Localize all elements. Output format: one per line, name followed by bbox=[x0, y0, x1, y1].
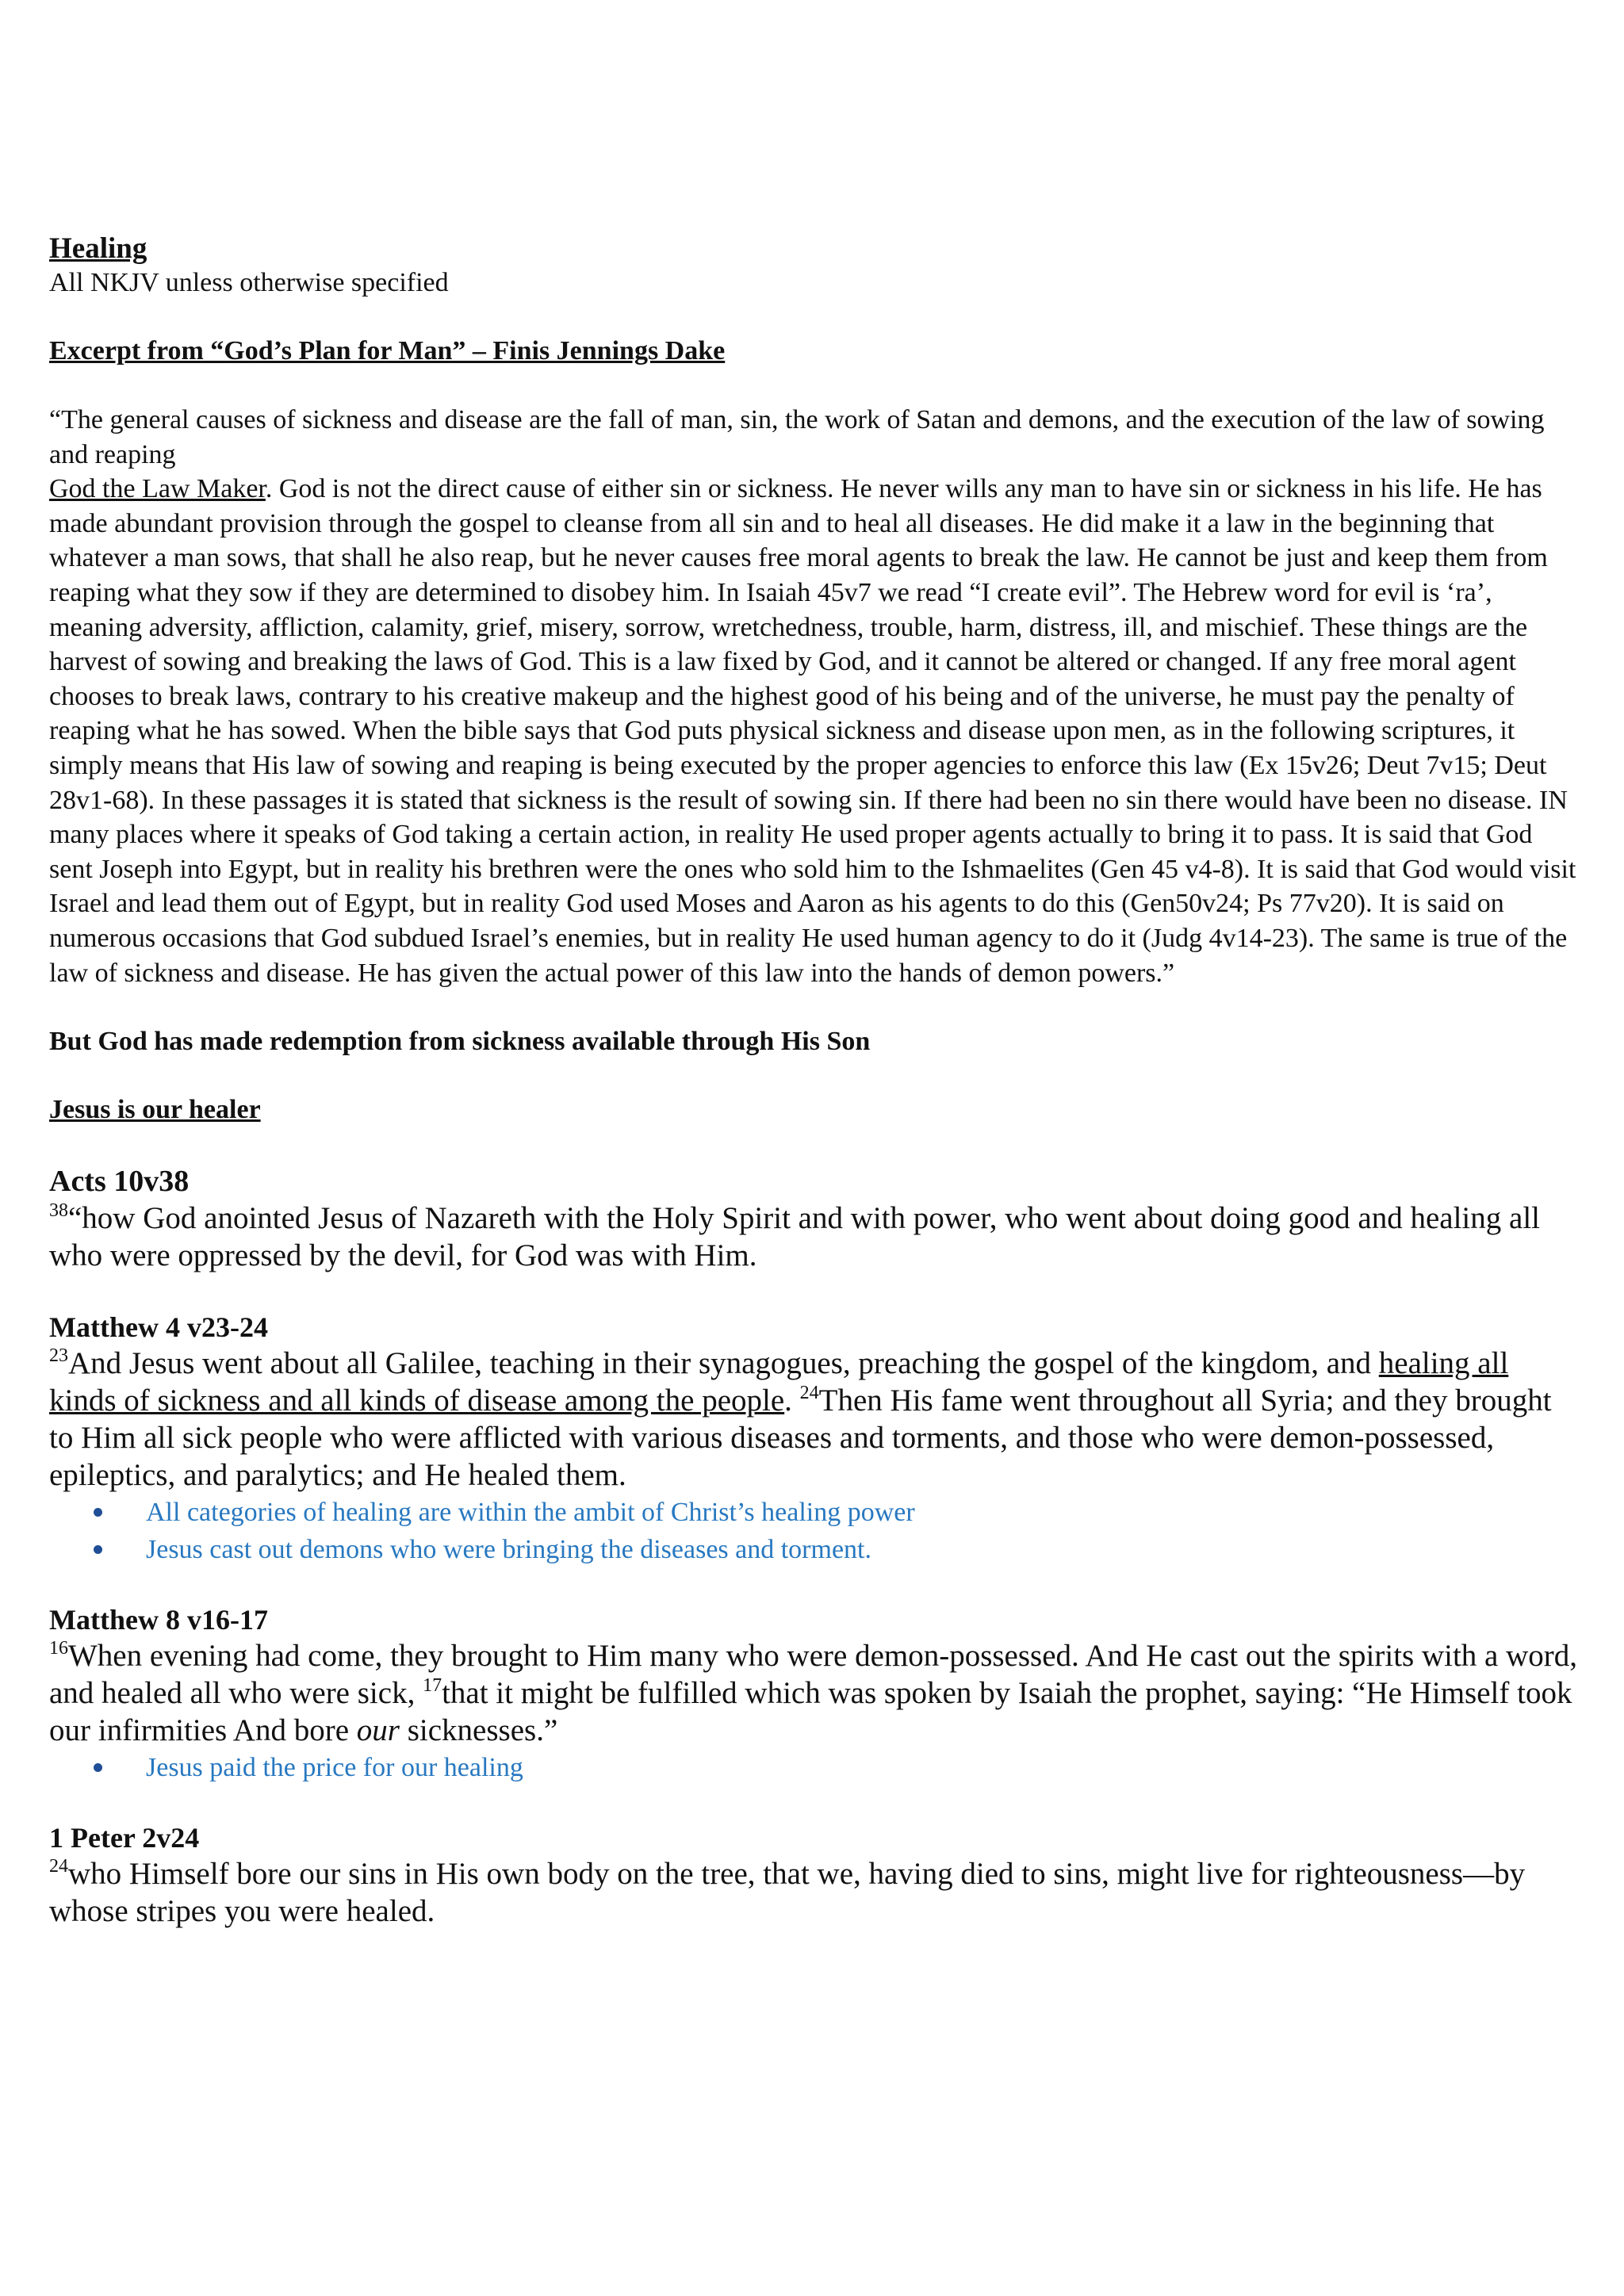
verse-number: 24 bbox=[799, 1383, 819, 1404]
excerpt-body: . God is not the direct cause of either sin or sickness. He never wills any man to have sin or sickness in his life. He has made abundant provision through the gospel to cleanse from all sin and to heal all diseases. He did make it a law in the beginning that whatever a man sows, that shall he also reap, but he never causes free moral agents to break the law. He cannot be just and keep them from reaping what they sow if they are determined to disobey him. In Isaiah 45v7 we read “I create evil”. The Hebrew word for evil is ‘ra’, meaning adversity, affliction, calamity, grief, misery, sorrow, wretchedness, trouble, harm, distress, ill, and mischief. These things are the harvest of sowing and breaking the laws of God. This is a law fixed by God, and it cannot be altered or changed. If any free moral agent chooses to break laws, contrary to his creative makeup and the highest good of his being and of the universe, he must pay the penalty of reaping what he has sowed. When the bible says that God puts physical sickness and disease upon men, as in the following scriptures, it simply means that His law of sowing and reaping is being executed by the proper agencies to enforce this law (Ex 15v26; Deut 7v15; Deut 28v1-68). In these passages it is stated that sickness is the result of sowing sin. If there had been no sin there would have been no disease. IN many places where it speaks of God taking a certain action, in reality He used proper agents actually to bring it to pass. It is said that God sent Joseph into Egypt, but in reality his brethren were the ones who sold him to the Ishmaelites (Gen 45 v4-8). It is said that God would visit Israel and lead them out of Egypt, but in reality God used Moses and Aaron as his agents to do this (Gen50v24; Ps 77v20). It is said on numerous occasions that God subdued Israel’s enemies, but in reality He used human agency to do it (Judg 4v14-23). The same is true of the law of sickness and disease. He has given the actual power of this law into the hands of demon powers.” bbox=[49, 474, 1576, 988]
commentary-item: Jesus paid the price for our healing bbox=[94, 1749, 1580, 1786]
bullet-icon bbox=[94, 1545, 102, 1554]
excerpt-intro: “The general causes of sickness and disease are the fall of man, sin, the work of Satan and demons, and the execution of the law of sowing and reaping bbox=[49, 405, 1545, 469]
healer-heading: Jesus is our healer bbox=[49, 1095, 261, 1125]
verse-1-peter-2-24 bbox=[49, 1855, 1580, 1930]
verse-text: When evening had come, they brought to Him many who were demon-possessed. And He cast out the spirits with a word, and healed all who were sick, bbox=[49, 1639, 1578, 1711]
commentary-list bbox=[49, 1494, 1580, 1568]
scripture-ref-1-peter: 1 Peter 2v24 bbox=[49, 1822, 200, 1854]
verse-matthew-8-16-17: $^{16}$When evening had come, they brought to Him many who were demon-possessed. And He cast out the spirits with a word, and healed all who were sick, $^{17}$that it might be fulfilled which was spoken by Isaiah the prophet, saying: “He Himself took our infirmities And bore our sicknesses.” bbox=[49, 1638, 1578, 1748]
verse-text: “how God anointed Jesus of Nazareth with the Holy Spirit and with power, who went about doing good and healing all who were oppressed by the devil, for God was with Him. bbox=[49, 1201, 1540, 1273]
verse-acts-10-38 bbox=[49, 1200, 1580, 1274]
document-title: Healing bbox=[49, 232, 147, 265]
verse-number: 23 bbox=[49, 1345, 68, 1367]
commentary-list bbox=[49, 1749, 1580, 1786]
excerpt-paragraph bbox=[49, 403, 1580, 990]
verse-number: 24 bbox=[49, 1856, 68, 1877]
verse-text: Then His fame went throughout all Syria; and they brought to Him all sick people who were afflicted with various diseases and torments, and those who were demon-possessed, epileptics, and paralytics; and He healed them. bbox=[49, 1383, 1552, 1493]
scripture-ref-matthew-8: Matthew 8 v16-17 bbox=[49, 1604, 268, 1636]
commentary-item: Jesus cast out demons who were bringing the diseases and torment. bbox=[94, 1531, 1580, 1568]
scripture-ref-matthew-4: Matthew 4 v23-24 bbox=[49, 1311, 268, 1344]
excerpt-law-maker-heading: God the Law Maker bbox=[49, 474, 266, 504]
verse-number: 16 bbox=[49, 1638, 68, 1659]
verse-text: that it might be fulfilled which was spoken by Isaiah the prophet, saying: “He Himself took our infirmities And bore bbox=[49, 1676, 1572, 1748]
verse-number: 38 bbox=[49, 1200, 68, 1222]
version-note: All NKJV unless otherwise specified bbox=[49, 268, 449, 297]
redemption-heading: But God has made redemption from sickness available through His Son bbox=[49, 1027, 871, 1057]
commentary-item: All categories of healing are within the ambit of Christ’s healing power bbox=[94, 1494, 1580, 1531]
bullet-icon bbox=[94, 1508, 102, 1517]
bullet-icon bbox=[94, 1763, 102, 1772]
verse-matthew-4-23-24: $^{23}$And Jesus went about all Galilee, teaching in their synagogues, preaching the gospel of the kingdom, and healing all kinds of sickness and all kinds of disease among the people. $^{24}$Then His fame went throughout all Syria; and they brought to Him all sick people who were afflicted with various diseases and torments, and those who were demon-possessed, epileptics, and paralytics; and He healed them. bbox=[49, 1345, 1552, 1493]
verse-text: who Himself bore our sins in His own body on the tree, that we, having died to sins, might live for righteousness—by whose stripes you were healed. bbox=[49, 1857, 1526, 1929]
verse-number: 17 bbox=[423, 1675, 442, 1697]
document-body bbox=[49, 232, 1580, 1930]
verse-underlined-text: healing all kinds of sickness and all kinds of disease among the people bbox=[49, 1346, 1509, 1418]
verse-italic-text: our bbox=[356, 1713, 400, 1748]
scripture-ref-acts: Acts 10v38 bbox=[49, 1165, 190, 1199]
excerpt-heading: Excerpt from “God’s Plan for Man” – Finis Jennings Dake bbox=[49, 336, 726, 365]
verse-text: And Jesus went about all Galilee, teaching in their synagogues, preaching the gospel of the kingdom, and bbox=[68, 1346, 1379, 1381]
